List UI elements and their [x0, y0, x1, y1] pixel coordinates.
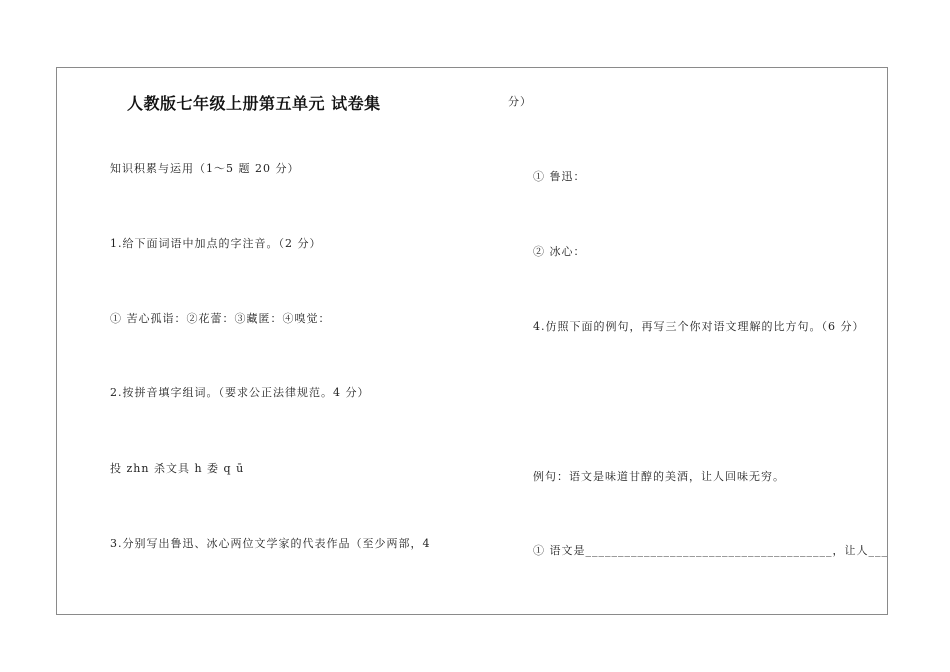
- answer-bing-xin: ② 冰心：: [533, 245, 586, 258]
- question-1: 1.给下面词语中加点的字注音。（2 分）: [110, 237, 322, 250]
- example-sentence: 例句：语文是味道甘醇的美酒，让人回味无穷。: [533, 470, 785, 483]
- question-3: 3.分别写出鲁迅、冰心两位文学家的代表作品（至少两部，4: [110, 537, 431, 550]
- exam-sheet: [56, 67, 888, 615]
- question-4: 4.仿照下面的例句，再写三个你对语文理解的比方句。（6 分）: [533, 320, 865, 333]
- answer-line-1: ① 语文是______________________________________，让人___: [533, 544, 888, 557]
- question-1-items: ① 苦心孤诣：②花蕾：③藏匿：④嗅觉：: [110, 312, 331, 325]
- question-2: 2.按拼音填字组词。（要求公正法律规范。4 分）: [110, 386, 370, 399]
- question-2-items: 投 zhn 杀文具 h 委 q ū: [110, 462, 245, 475]
- section-heading: 知识积累与运用（1～5 题 20 分）: [110, 162, 300, 175]
- question-3-continued: 分）: [508, 95, 532, 108]
- page-title: 人教版七年级上册第五单元 试卷集: [127, 94, 381, 113]
- answer-lu-xun: ① 鲁迅：: [533, 170, 586, 183]
